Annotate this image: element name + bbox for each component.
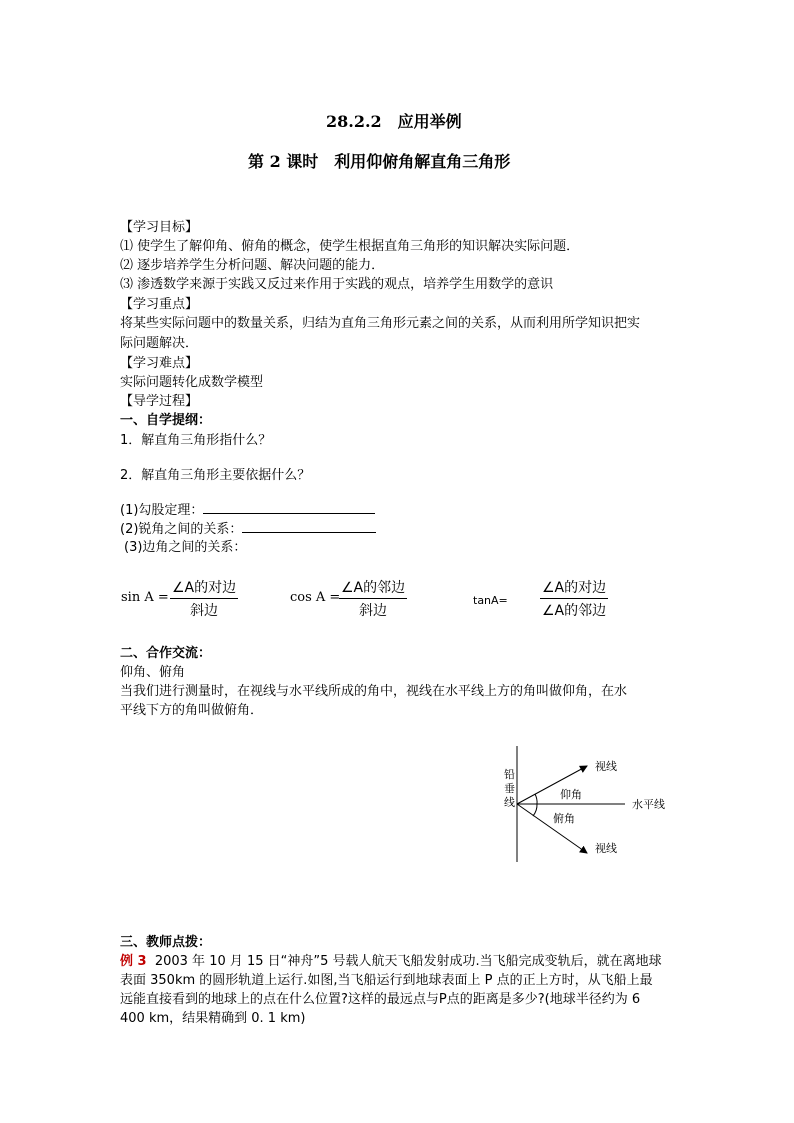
key-points-line-1: 将某些实际问题中的数量关系，归结为直角三角形元素之间的关系，从而利用所学知识把实 [120, 316, 641, 331]
depression-arc [533, 804, 537, 816]
sin-numerator: ∠A的对边 [170, 577, 238, 599]
answer-blank-1[interactable] [203, 501, 375, 514]
example-line-3: 远能直接看到的地球上的点在什么位置?这样的最远点与P点的距离是多少?(地球半径约为 6 [120, 992, 641, 1007]
answer-blank-2[interactable] [242, 520, 376, 533]
process-heading: 【导学过程】 [120, 394, 199, 409]
objective-item-1: ⑴ 使学生了解仰角、俯角的概念，使学生根据直角三角形的知识解决实际问题． [120, 239, 580, 254]
plumb-label-1: 铅 [504, 768, 515, 781]
example-line-4: 400 km，结果精确到 0. 1 km) [120, 1011, 306, 1026]
section3-heading: 三、教师点拨： [120, 935, 212, 950]
sin-denominator: 斜边 [190, 603, 219, 619]
objective-item-2: ⑵ 逐步培养学生分析问题、解决问题的能力． [120, 258, 385, 273]
sight-line-lower [517, 804, 587, 853]
sight-label-upper: 视线 [595, 760, 617, 773]
cos-label: cos A = [290, 590, 341, 605]
depression-label: 俯角 [553, 812, 575, 825]
page-title: 28.2.2 应用举例 [326, 112, 462, 131]
relation-pythagorean: (1)勾股定理： [120, 501, 375, 520]
elevation-arc [535, 794, 537, 804]
section2-line-1: 当我们进行测量时，在视线与水平线所成的角中，视线在水平线上方的角叫做仰角，在水 [120, 684, 628, 699]
question-2: 2．解直角三角形主要依据什么？ [120, 468, 311, 483]
difficulty-text: 实际问题转化成数学模型 [120, 375, 264, 390]
section2-line-2: 平线下方的角叫做俯角． [120, 703, 264, 718]
cos-fraction [339, 577, 407, 620]
elevation-label: 仰角 [560, 788, 582, 801]
question-1: 1．解直角三角形指什么？ [120, 433, 272, 448]
tan-numerator: ∠A的对边 [540, 577, 608, 599]
section1-heading: 一、自学提纲： [120, 413, 212, 428]
key-points-heading: 【学习重点】 [120, 297, 199, 312]
relation-sides-angles: (3)边角之间的关系： [124, 540, 247, 555]
key-points-line-2: 际问题解决． [120, 336, 199, 351]
plumb-label-2: 垂 [504, 782, 515, 795]
example-line-1: 例 3 2003 年 10 月 15 日“神舟”5 号载人航天飞船发射成功.当飞船完成变轨后，就在离地球 [120, 954, 662, 969]
sin-label: sin A = [121, 590, 169, 605]
section2-heading: 二、合作交流： [120, 646, 212, 661]
tan-label: tanA= [473, 594, 508, 607]
tan-denominator: ∠A的邻边 [542, 603, 607, 619]
example-line-2: 表面 350km 的圆形轨道上运行.如图,当飞船运行到地球表面上 P 点的正上方时，从飞船上最 [120, 973, 653, 988]
section2-sub: 仰角、俯角 [120, 665, 186, 680]
page-subtitle: 第 2 课时 利用仰俯角解直角三角形 [248, 152, 511, 171]
objective-item-3: ⑶ 渗透数学来源于实践又反过来作用于实践的观点，培养学生用数学的意识 [120, 277, 554, 292]
example-label: 例 3 [120, 954, 147, 969]
tan-fraction [540, 577, 608, 620]
objectives-heading: 【学习目标】 [120, 220, 199, 235]
cos-denominator: 斜边 [359, 603, 388, 619]
sight-label-lower: 视线 [595, 842, 617, 855]
relation-acute-angles: (2)锐角之间的关系： [120, 520, 376, 539]
cos-numerator: ∠A的邻边 [339, 577, 407, 599]
difficulty-heading: 【学习难点】 [120, 356, 199, 371]
elevation-depression-diagram [495, 740, 695, 870]
sin-fraction [170, 577, 238, 620]
plumb-label-3: 线 [504, 796, 515, 809]
horizontal-label: 水平线 [632, 798, 665, 811]
